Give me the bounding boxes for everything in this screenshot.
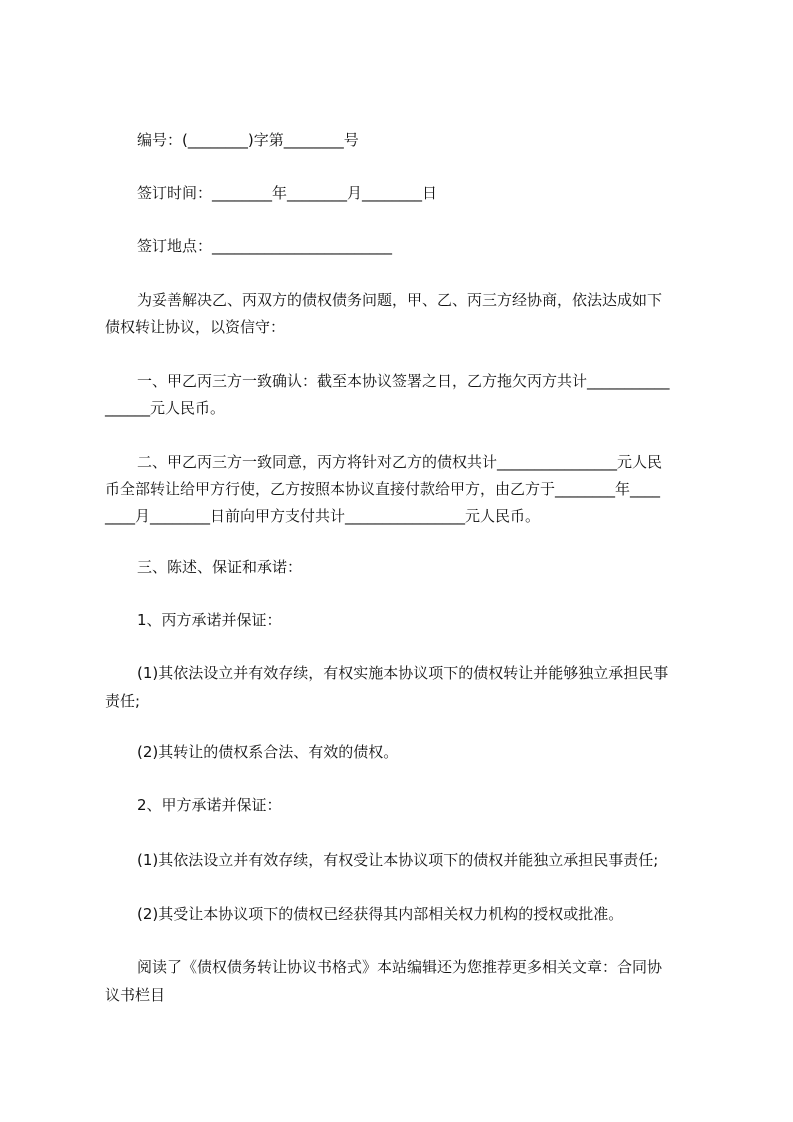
clause3-sub1-item2: (2)其转让的债权系合法、有效的债权。 [137, 743, 399, 761]
clause3-title: 三、陈述、保证和承诺： [137, 558, 303, 576]
clause3-sub1-title: 1、丙方承诺并保证： [137, 611, 282, 629]
clause2-line-1: 二、甲乙丙三方一致同意，丙方将针对乙方的债权共计________________元人民 [137, 453, 663, 471]
clause3-sub1-item1-line1: (1)其依法设立并有效存续，有权实施本协议项下的债权转让并能够独立承担民事 [137, 664, 669, 682]
footer-line-2: 议书栏目 [105, 986, 166, 1004]
intro-line-2: 债权转让协议，以资信守： [105, 318, 286, 336]
clause1-line-2: ______元人民币。 [105, 399, 226, 417]
clause3-sub2-item1: (1)其依法设立并有效存续，有权受让本协议项下的债权并能独立承担民事责任; [137, 851, 659, 869]
sign-place-line: 签订地点：________________________ [137, 237, 393, 255]
footer-line-1: 阅读了《债权债务转让协议书格式》本站编辑还为您推荐更多相关文章：合同协 [137, 958, 663, 976]
clause3-sub1-item1-line2: 责任; [105, 692, 141, 710]
clause3-sub2-item2: (2)其受让本协议项下的债权已经获得其内部相关权力机构的授权或批准。 [137, 905, 624, 923]
clause2-line-3: ____月________日前向甲方支付共计________________元人民币。 [105, 507, 541, 525]
intro-line-1: 为妥善解决乙、丙双方的债权债务问题，甲、乙、丙三方经协商，依法达成如下 [137, 291, 663, 309]
contract-number-line: 编号：(________)字第________号 [137, 131, 359, 149]
clause1-line-1: 一、甲乙丙三方一致确认：截至本协议签署之日，乙方拖欠丙方共计___________ [137, 372, 670, 390]
clause3-sub2-title: 2、甲方承诺并保证： [137, 796, 282, 814]
sign-time-line: 签订时间：________年________月________日 [137, 184, 438, 202]
clause2-line-2: 币全部转让给甲方行使，乙方按照本协议直接付款给甲方，由乙方于________年____ [105, 480, 661, 498]
